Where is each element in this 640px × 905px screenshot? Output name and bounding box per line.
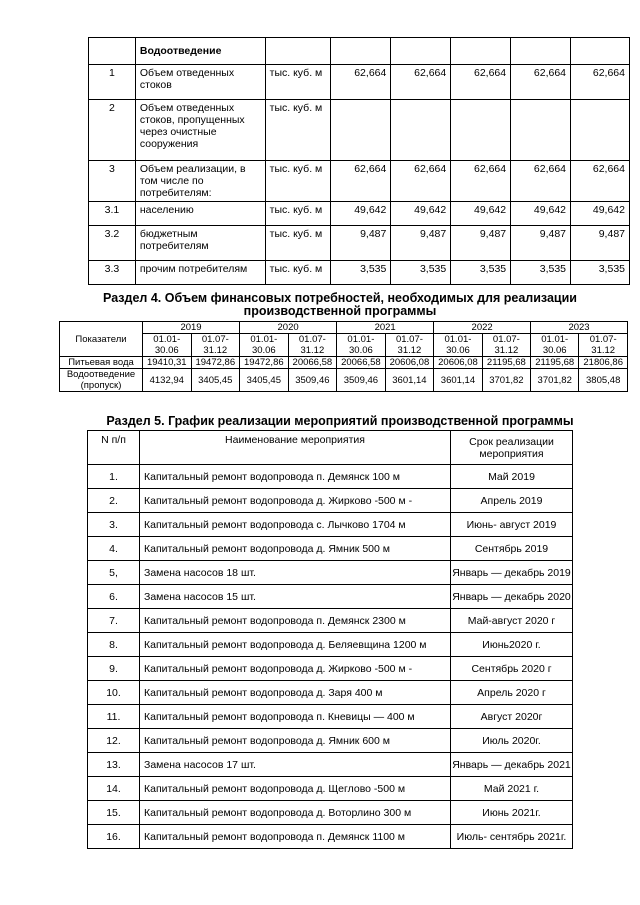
table-row: 2 Объем отведенных стоков, пропущенных через очистные сооружения тыс. куб. м bbox=[89, 100, 630, 161]
section-5-title: Раздел 5. График реализации мероприятий производственной программы bbox=[106, 414, 574, 428]
year-header: 2021 bbox=[337, 322, 434, 334]
table-row: 11. Капитальный ремонт водопровода п. Кневицы — 400 м Август 2020г bbox=[88, 705, 573, 729]
name-header: Наименование мероприятия bbox=[140, 431, 451, 465]
table-row bbox=[60, 322, 628, 334]
table-row: Водоотведение (пропуск) 4132,94 3405,45 3405,45 3509,46 3509,46 3601,14 3601,14 3701,82 3701,82 3805,48 bbox=[60, 369, 628, 392]
table-row: 16. Капитальный ремонт водопровода п. Демянск 1100 м Июль- сентябрь 2021г. bbox=[88, 825, 573, 849]
table-row: 1 Объем отведенных стоков тыс. куб. м 62,664 62,664 62,664 62,664 62,664 bbox=[89, 65, 630, 100]
indicators-header: Показатели bbox=[60, 322, 143, 357]
section-4-title: Раздел 4. Объем финансовых потребностей, необходимых для реализации производственной программы bbox=[103, 291, 577, 318]
table-row: 1. Капитальный ремонт водопровода п. Демянск 100 м Май 2019 bbox=[88, 465, 573, 489]
year-header: 2022 bbox=[434, 322, 531, 334]
table-row: 01.01-30.06 01.07-31.12 01.01-30.06 01.07-31.12 01.01-30.06 01.07-31.12 01.01-30.06 01.07-31.12 01.01-30.06 01.07-31.12 bbox=[60, 334, 628, 357]
wastewater-volume-table bbox=[88, 37, 630, 285]
table-row: 15. Капитальный ремонт водопровода д. Воторлино 300 м Июнь 2021г. bbox=[88, 801, 573, 825]
table-row: 3 Объем реализации, в том числе по потребителям: тыс. куб. м 62,664 62,664 62,664 62,664 62,664 bbox=[89, 161, 630, 202]
section-label: Водоотведение bbox=[135, 38, 265, 65]
table-row: 3.1 населению тыс. куб. м 49,642 49,642 49,642 49,642 49,642 bbox=[89, 202, 630, 226]
table-row: 6. Замена насосов 15 шт. Январь — декабрь 2020 bbox=[88, 585, 573, 609]
table-row: 4. Капитальный ремонт водопровода д. Ямник 500 м Сентябрь 2019 bbox=[88, 537, 573, 561]
table-row: 9. Капитальный ремонт водопровода д. Жирково -500 м - Сентябрь 2020 г bbox=[88, 657, 573, 681]
year-header: 2019 bbox=[143, 322, 240, 334]
table-row bbox=[89, 38, 630, 65]
financial-needs-table bbox=[59, 321, 628, 392]
table-row: 10. Капитальный ремонт водопровода д. Заря 400 м Апрель 2020 г bbox=[88, 681, 573, 705]
table-row: 3.2 бюджетным потребителям тыс. куб. м 9,487 9,487 9,487 9,487 9,487 bbox=[89, 226, 630, 261]
table-row: Питьевая вода 19410,31 19472,86 19472,86 20066,58 20066,58 20606,08 20606,08 21195,68 21195,68 21806,86 bbox=[60, 357, 628, 369]
table-header-row bbox=[88, 431, 573, 465]
year-header: 2020 bbox=[240, 322, 337, 334]
table-row: 7. Капитальный ремонт водопровода п. Демянск 2300 м Май-август 2020 г bbox=[88, 609, 573, 633]
year-header: 2023 bbox=[531, 322, 628, 334]
schedule-table bbox=[87, 430, 573, 849]
table-row: 5, Замена насосов 18 шт. Январь — декабрь 2019 bbox=[88, 561, 573, 585]
table-row: 2. Капитальный ремонт водопровода д. Жирково -500 м - Апрель 2019 bbox=[88, 489, 573, 513]
table-row: 3.3 прочим потребителям тыс. куб. м 3,535 3,535 3,535 3,535 3,535 bbox=[89, 261, 630, 285]
table-row: 8. Капитальный ремонт водопровода д. Беляевщина 1200 м Июнь2020 г. bbox=[88, 633, 573, 657]
table-row: 14. Капитальный ремонт водопровода д. Щеглово -500 м Май 2021 г. bbox=[88, 777, 573, 801]
table-row: 3. Капитальный ремонт водопровода с. Лычково 1704 м Июнь- август 2019 bbox=[88, 513, 573, 537]
table-row: 12. Капитальный ремонт водопровода д. Ямник 600 м Июль 2020г. bbox=[88, 729, 573, 753]
num-header: N п/п bbox=[88, 431, 140, 465]
table-row: 13. Замена насосов 17 шт. Январь — декабрь 2021 bbox=[88, 753, 573, 777]
term-header: Срок реализации мероприятия bbox=[451, 431, 573, 465]
